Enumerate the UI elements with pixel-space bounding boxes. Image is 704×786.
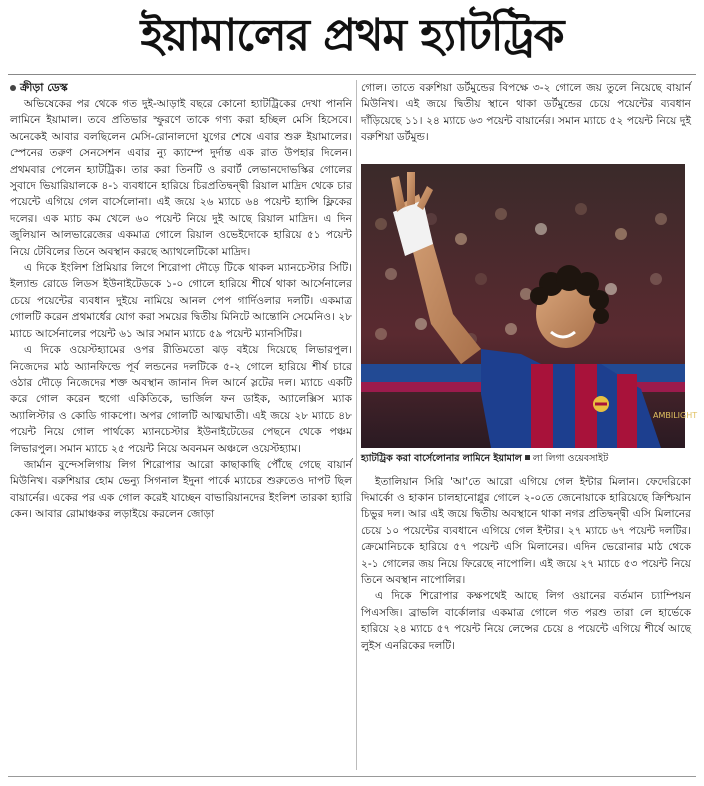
- paragraph: এ দিকে শিরোপার কক্ষপথেই আছে লিগ ওয়ানের বর্তমান চ্যাম্পিয়ন পিএসজি। ব্রাভলি বার্কোলার একমাত্র গোলে গত পরশু তারা লে হার্ভেকে হারিয়ে ২৪ ম্যাচে ৫৭ পয়েন্ট নিয়ে লেন্সের চেয়ে ৪ পয়েন্টে এগিয়ে শীর্ষে আছে লুইস এনরিকের দলটি।: [361, 590, 691, 652]
- desk-byline: [10, 80, 352, 96]
- player-photo: [361, 164, 698, 448]
- caption-main: হ্যাটট্রিক করা বার্সেলোনার লামিনে ইয়ামাল: [361, 452, 522, 464]
- right-column: [361, 80, 698, 654]
- square-icon: [525, 455, 530, 460]
- paragraph: ইতালিয়ান সিরি 'আ'তে আরো এগিয়ে গেল ইন্টার মিলান। ফেদেরিকো দিমার্কো ও হাকান চালহানোগ্লুর গোলে ২-০তে জেনোয়াকে হারিয়েছে ক্রিশ্চিয়ান চিভুর দল। আর এই জয়ে দ্বিতীয় অবস্থানে থাকা নগর প্রতিদ্বন্দ্বী এসি মিলানের চেয়ে ১০ পয়েন্টের ব্যবধানে এগিয়ে গেল ইন্টার। ২৭ ম্যাচে ৬৭ পয়েন্ট দলটির। ক্রেমোনিচকে হারিয়ে ৫৭ পয়েন্ট এসি মিলানের। এদিন ভেরোনার মাঠ থেকে ২-১ গোলের জয় নিয়ে ফিরেছে নাপোলি। এই জয়ে ২৭ ম্যাচে ৫৩ পয়েন্ট নিয়ে তিনে অবস্থান নাপোলির।: [361, 475, 691, 587]
- paragraph: এ দিকে ইংলিশ প্রিমিয়ার লিগে শিরোপা দৌড়ে টিকে থাকল ম্যানচেস্টার সিটি। ইল্যান্ড রোডে লিডস ইউনাইটেডকে ১-০ গোলে হারিয়ে শীর্ষে থাকা আর্সেনালের চেয়ে পয়েন্টের ব্যবধান দুইয়ে নামিয়ে আনল পেপ গার্দিওলার দলটি। একমাত্র গোলটি করেন প্রথমার্ধের যোগ করা সময়ের দ্বিতীয় মিনিটে আন্তোনি সেমেনিও। ২৮ ম্যাচে আর্সেনালের পয়েন্ট ৬১ আর সমান ম্যাচে ৫৯ পয়েন্ট ম্যানসিটির।: [10, 262, 352, 340]
- paragraph: জার্মান বুন্দেসলিগায় লিগ শিরোপার আরো কাছাকাছি পৌঁছে গেছে বায়ার্ন মিউনিখ। বরুশিয়ার হোম ভেন্যু সিগনাল ইদুনা পার্কে ম্যাচের শুরুতেও দাপট ছিল বায়ার্নের। একের পর এক গোল করেই যাচ্ছেন বাভারিয়ানদের ইংলিশ তারকা হ্যারি কেন। আবার রোমাঞ্চকর লড়াইয়ে করলেন জোড়া: [10, 458, 352, 521]
- paragraph: এ দিকে ওয়েস্টহ্যামের ওপর রীতিমতো ঝড় বইয়ে দিয়েছে লিভারপুল। নিজেদের মাঠ অ্যানফিল্ডে পূর্ব লন্ডনের দলটিকে ৫-২ গোলে হারিয়ে শীর্ষ চারে ওঠার দৌড়ে নিজেদের শক্ত অবস্থান জানান দিল আর্নে স্লটের দল। ম্যাচে একটি করে গোল করেন হুগো একিতিকে, ভার্জিল ফন ডাইক, অ্যালেক্সিস ম্যাক অ্যালিস্টার ও কোডি গাকপো। অপর গোলটি আত্মঘাতী। এই জয়ে ২৮ ম্যাচে ৪৮ পয়েন্ট নিয়ে গোল পার্থক্যে ম্যানচেস্টার ইউনাইটেডের পেছনে থেকে পঞ্চম লিভারপুল। সমান ম্যাচে ২৫ পয়েন্ট নিয়ে অবনমন অঞ্চলে ওয়েস্টহ্যাম।: [10, 344, 352, 455]
- headline: ইয়ামালের প্রথম হ্যাটট্রিক: [140, 10, 564, 61]
- left-column: [10, 80, 352, 523]
- bullet-icon: [10, 85, 16, 91]
- photo-caption: [361, 452, 691, 466]
- bottom-rule: [8, 776, 696, 777]
- paragraph: গোল। তাতে বরুশিয়া ডর্টমুন্ডের বিপক্ষে ৩-২ গোলে জয় তুলে নিয়েছে বায়ার্ন মিউনিখ। এই জয়ে দ্বিতীয় স্থানে থাকা ডর্টমুন্ডের চেয়ে পয়েন্টের ব্যবধান দাঁড়িয়েছে ১১। ২৪ ম্যাচে ৬৩ পয়েন্ট বায়ার্নের। সমান ম্যাচে ৫২ পয়েন্ট নিয়ে দুই বরুশিয়া ডর্টমুন্ড।: [361, 82, 691, 144]
- paragraph: অভিষেকের পর থেকে গত দুই-আড়াই বছরে কোনো হ্যাটট্রিকের দেখা পাননি লামিনে ইয়ামাল। তবে প্রতিভার স্ফুরণে তাকে গণ্য করা হচ্ছিল মেসি হিসেবে। অনেকেই আবার বলছিলেন মেসি-রোনালদো যুগের শেষে এবার শুরু ইয়ামালের। স্পেনের তরুণ সেনসেশন এবার ন্যু ক্যাম্পে দুর্দান্ত এক রাত উপহার দিলেন। প্রথমবার পেলেন হ্যাটট্রিক। তার করা তিনটি ও রবার্ট লেভানদোভস্কির গোলের সুবাদে ভিয়ারিয়ালকে ৪-১ ব্যবধানে হারিয়ে চিরপ্রতিদ্বন্দ্বী রিয়াল মাদ্রিদ থেকে চার পয়েন্টে এগিয়ে গেল বার্সেলোনা। এই জয়ে ২৬ ম্যাচে ৬৪ পয়েন্ট হ্যান্সি ফ্লিকের দলের। এক ম্যাচ কম খেলে ৬০ পয়েন্ট নিয়ে দুই আছে রিয়াল মাদ্রিদ। এ দিন জুলিয়ান আলভারেজের একমাত্র গোলে রিয়াল ওভেইদোকে হারিয়ে ৫১ পয়েন্ট নিয়ে টেবিলের তিনে অবস্থান করছে অ্যাথলেটিকো মাদ্রিদ।: [10, 98, 352, 258]
- column-divider: [356, 80, 357, 770]
- top-rule: [8, 74, 696, 75]
- jersey-sponsor: AMBILIGHT: [653, 410, 698, 420]
- caption-source: লা লিগা ওয়েবসাইট: [532, 452, 609, 464]
- desk-label: ক্রীড়া ডেস্ক: [20, 81, 68, 94]
